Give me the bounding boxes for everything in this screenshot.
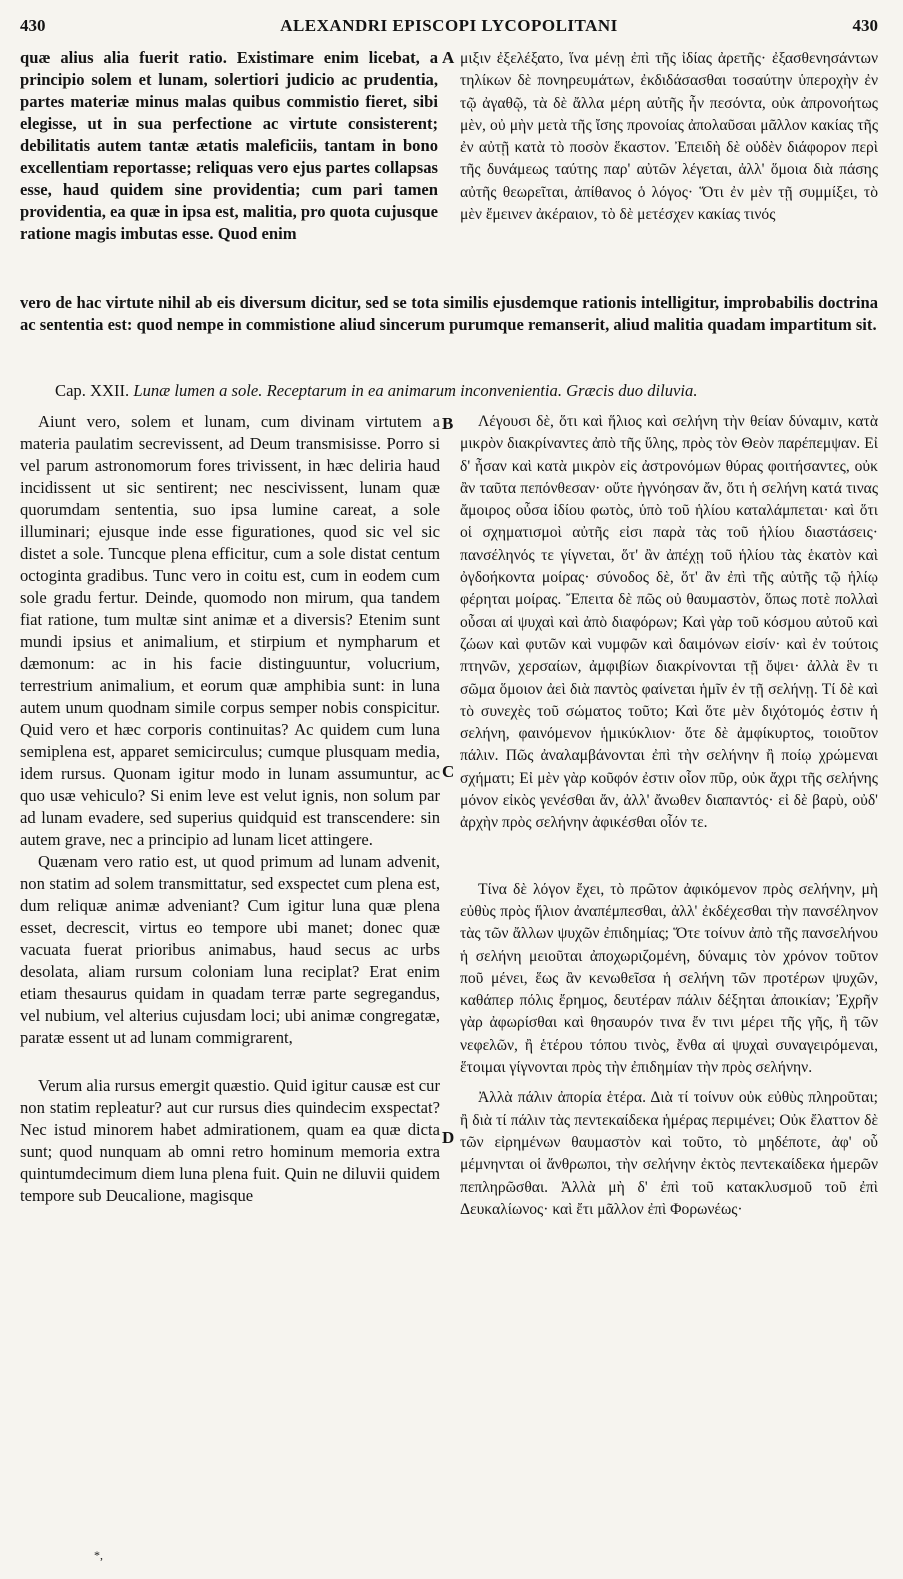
- latin-column: [20, 411, 440, 1546]
- latin-paragraph-2: Quænam vero ratio est, ut quod primum ad lunam advenit, non statim ad solem transmittatur, sed exspectet cum plena est, dum reliquæ animæ adveniant? Cum igitur luna quæ plena esset, decrescit, virtus eo tempore ubi manet; donec quæ vacuata fuerat prioribus animabus, haud secus ac urbs desolata, aliam rursum coloniam luna reciplat? Erat enim etiam thesaurus quidam in quadam terræ parte segregandus, vel nubium, vel alterius cujusdam loci; ubi animæ congregatæ, paratæ essent ut ad lunam commigrarent,: [20, 852, 440, 1047]
- greek-paragraph-3: Ἀλλὰ πάλιν ἀπορία ἑτέρα. Διὰ τί τοίνυν οὐκ εὐθὺς πληροῦται; ἢ διὰ τί πάλιν τὰς πεντεκαίδεκα ἡμέρας περιμένει; Οὐκ ἔλαττον δὲ τῶν εἰρημένων θαυμαστὸν καὶ τοῦτο, τὸ μηδέποτε, ἀφ' οὗ μέμνηνται οἱ ἄνθρωποι, τὴν σελήνην ἐκτὸς πεντεκαίδεκα ἡμερῶν πεπληρῶσθαι. Ἀλλὰ μὴ δ' ἐπὶ τοῦ κατακλυσμοῦ τοῦ ἐπὶ Δευκαλίωνος· καὶ ἔτι μᾶλλον ἐπὶ Φορωνέως·: [460, 1089, 878, 1218]
- top-full-text: vero de hac virtute nihil ab eis diversum dicitur, sed se tota similis ejusdemque rationis intelligitur, improbabilis doctrina ac sententia est: quod nempe in commistione aliud sincerum purumque remanserit, aliud malitia quadam impartitum sit.: [20, 293, 878, 334]
- chapter-summary: Lunæ lumen a sole. Receptarum in ea animarum inconvenientia. Græcis duo diluvia.: [133, 381, 698, 400]
- greek-column: [460, 411, 878, 1546]
- page-number-right: 430: [852, 16, 878, 35]
- greek-paragraph-1: Λέγουσι δὲ, ὅτι καὶ ἥλιος καὶ σελήνη τὴν θείαν δύναμιν, κατὰ μικρὸν διακρίναντες ἀπὸ τῆς ὕλης, πρὸς τὸν Θεὸν παρέπεμψαν. Εἰ δ' ἦσαν καὶ κατὰ μικρὸν εἰς ἀστρονόμων θύρας φοιτήσαντες, οὐκ ἂν ταῦτα πεπόνθεσαν· οὔτε ἠγνόησαν ἄν, ὅτι ἡ σελήνη κατά τινας ἄμοιρος οὖσα ἰδίου φωτὸς, ὑπὸ τοῦ ἡλίου καταλάμπεται· καὶ ὅτι οἱ σχηματισμοὶ αὐτῆς εἰσι παρὰ τὰς τοῦ ἡλίου διαστάσεις· πανσέληνός τε γίγνεται, ὅτ' ἂν ἀπέχῃ τοῦ ἡλίου τὰς ἑκατὸν καὶ ὀγδοήκοντα μοίρας· σύνοδος δὲ, ὅτ' ἂν ἐπὶ τῆς αὐτῆς τῷ ἡλίῳ φέρηται μοίρας. Ἔπειτα δὲ πῶς οὐ θαυμαστὸν, ὅπως ποτὲ πολλαὶ οὖσαι αἱ ψυχαὶ καὶ ἀπὸ διαφόρων; Καὶ γὰρ τοῦ κόσμου αὐτοῦ καὶ ζώων καὶ φυτῶν καὶ νυμφῶν καὶ δαιμόνων εἰσίν· καὶ ἐν τούτοις πτηνῶν, χερσαίων, ἀμφιβίων διακρίνονται τῇ ὄψει· ἀλλὰ ἓν τι σῶμα ὅμοιον ἀεὶ διὰ παντὸς φαίνεται ἡμῖν ἐν τῇ σελήνῃ. Τί δὲ καὶ τὸ συνεχὲς τοῦ σώματος τοῦτο; Καὶ ὅτε μὲν διχότομός ἐστιν ἡ σελήνη, φαινόμενον ἡμικύκλιον· ὅτε δὲ ἀμφίκυρτος, τοιοῦτον πάλιν. Πῶς ἀναλαμβάνονται ἐπὶ τὴν σελήνην ἢ ποίῳ χρώμεναι σχήματι; Εἰ μὲν γὰρ κοῦφόν ἐστιν οἷον πῦρ, οὐκ ἄχρι τῆς σελήνης μόνον εἰκὸς γενέσθαι ἄν, ἀλλ' ἄνωθεν διαπαντός· εἰ δὲ βαρὺ, οὐδ' ἀρχὴν πρὸς σελήνην ἀφικέσθαι οἷόν τε.: [460, 413, 878, 832]
- latin-paragraph-3: Verum alia rursus emergit quæstio. Quid igitur causæ est cur non statim repleatur? aut cur rursus dies quindecim exspectat? Nec istud minorem habet admirationem, quam ea quæ dicta sunt; quod nunquam ab omni retro hominum memoria extra quintumdecimum diem luna plena fuit. Quin ne diluvii quidem tempore sub Deucalione, magisque: [20, 1076, 440, 1205]
- running-header: [20, 16, 878, 42]
- margin-letter-b: B: [442, 414, 454, 433]
- chapter-number: Cap. XXII.: [55, 381, 130, 400]
- top-greek-text: μιξιν ἐξελέξατο, ἵνα μένῃ ἐπὶ τῆς ἰδίας ἀρετῆς· ἐξασθενησάντων τηλίκων δὲ πονηρευμάτων, ἐκδιδάσασθαι τοσαύτην ὑπεροχὴν ἐν τῷ ἀγαθῷ, τὰ δὲ ἄλλα μέρη αὐτῆς ἦν πεσόντα, οὐκ ἀπρονοήτως μὲν, οὐ μὴν μετὰ τῆς ἴσης προνοίας ἀπολαῦσαι μᾶλλον κακίας τῆς ἐν αὐτῇ κατὰ τὸ ποσὸν ἕκαστον. Ἐπειδὴ δὲ οὐδὲν διάφορον περὶ τῆς δυνάμεως ταύτης παρ' αὐτῶν λέγεται, ἀλλ' ὅμοια διὰ πάσης αὐτῆς θεωρεῖται, ἀπίθανος ὁ λόγος· Ὅτι ἐν μὲν τῇ συμμίξει, τὸ μὲν ἔμεινεν ἀκέραιον, τὸ δὲ μετέσχεν κακίας τινός: [460, 50, 878, 224]
- top-greek-column: [460, 48, 878, 268]
- page-number-left: 430: [20, 16, 46, 35]
- chapter-caption: [55, 381, 875, 401]
- margin-letter-d: D: [442, 1128, 455, 1147]
- running-title: ALEXANDRI EPISCOPI LYCOPOLITANI: [280, 16, 618, 35]
- footer-mark: *,: [94, 1548, 103, 1562]
- margin-letter-a: A: [442, 48, 455, 67]
- top-full-width: [20, 292, 878, 367]
- greek-paragraph-2: Τίνα δὲ λόγον ἔχει, τὸ πρῶτον ἀφικόμενον πρὸς σελήνην, μὴ εὐθὺς πρὸς ἥλιον ἀναπέμπεσθαι, ἀλλ' ἐκδέχεσθαι τὴν πανσέληνον τὰς τῶν ἄλλων ψυχῶν ἐπιδημίας; Ὅτε τοίνυν ἀπὸ τῆς πανσελήνου ἡ σελήνη μειοῦται ἀποχωριζομένη, δύναμις τὸν χρόνον τοῦτον ποῦ μένει, ἕως ἂν κενωθεῖσα ἡ σελήνη τῶν προτέρων ψυχῶν, καθάπερ πόλις ἔρημος, δευτέραν πάλιν δέξηται ἀποικίαν; Ἐχρῆν γὰρ ἀφωρίσθαι καὶ θησαυρόν τινα ἔν τινι μέρει τῆς γῆς, ἢ τῶν νεφελῶν, ἢ ἑτέρου τόπου τινὸς, ἔνθα αἱ ψυχαὶ συναγειρόμεναι, ἕτοιμαι γίγνονται πρὸς τὴν ἐπιδημίαν τὴν πρὸς σελήνην.: [460, 880, 878, 1077]
- latin-paragraph-1: Aiunt vero, solem et lunam, cum divinam virtutem a materia paulatim secrevissent, ad Deum transmisisse. Porro si vel parum astronomorum fores trivissent, in hæc deliria haud incidissent ut sic sentirent; nec nescivissent, lunam quæ quorumdam sententia, suo ipsa lumine careat, a sole illuminari; ejusque inde esse figurationes, quod sic vel sic distet a sole. Tuncque plena efficitur, cum a sole distat centum octoginta gradibus. Tunc vero in coitu est, cum in eodem cum sole gradu fertur. Deinde, quomodo non mirum, qua tandem fiat ratione, tum multæ sint animæ et a diversis? Etenim sunt mundi ipsius et animalium, et stirpium et nympharum et dæmonum: ac in his facie distinguuntur, volucrium, terrestrium animalium, et eorum quæ amphibia sunt: in luna autem unum quodnam simile corpus semper nobis conspicitur. Quid vero et hæc corporis continuitas? Ac quidem cum luna semiplena est, apparet semicirculus; cumque plusquam media, idem rursus. Quonam igitur modo in lunam assumuntur, ac quo usæ vehiculo? Si enim leve est velut ignis, non solum par ad lunam evadere, sed superius quidquid est transcendere: sin autem grave, nec a principio ad lunam licet attingere.: [20, 412, 440, 849]
- margin-letter-c: C: [442, 762, 455, 781]
- top-latin-text: quæ alius alia fuerit ratio. Existimare enim licebat, a principio solem et lunam, solertiori judicio ac prudentia, partes materiæ minus malas quibus commistio fieret, sibi elegisse, ut in sua perfectione ac virtute consisterent; debilitatis autem tantæ ætatis maleficiis, tantam in bono excellentiam reportasse; reliquas vero ejus partes collapsas esse, haud quidem sine providentia; cum pari tamen providentia, ea quæ in ipsa est, malitia, pro quota cujusque ratione magis imbutas esse. Quod enim: [20, 48, 438, 243]
